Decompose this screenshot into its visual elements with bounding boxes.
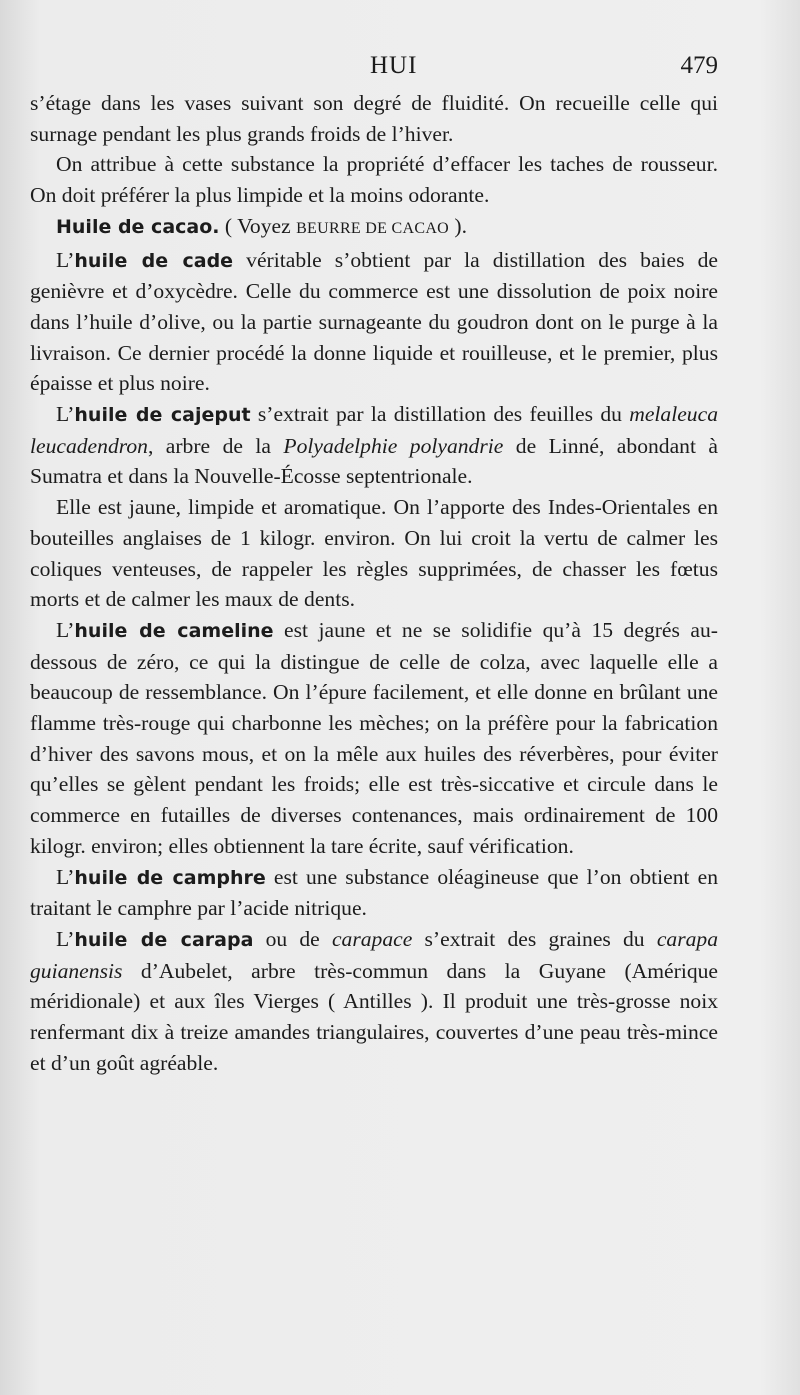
italic-term: carapa guianensis: [30, 926, 718, 983]
italic-term: Polyadelphie polyandrie: [283, 433, 504, 458]
entry-huile-de-cameline: [30, 615, 718, 862]
paragraph: [30, 88, 718, 149]
entry-headword: huile de cameline: [74, 619, 274, 642]
text-run: L’: [56, 926, 75, 951]
text-run: ou de: [253, 926, 332, 951]
entry-headword: Huile de cacao.: [56, 215, 220, 238]
text-run: L’: [56, 864, 75, 889]
text-run: , arbre de la: [147, 433, 284, 458]
page-number: 479: [680, 52, 718, 79]
cross-reference: BEURRE DE CACAO: [296, 219, 450, 237]
italic-term: carapace: [331, 926, 413, 951]
paragraph: [30, 149, 718, 210]
text-run: est jaune et ne se solidifie qu’à 15 degrés au-dessous de zéro, ce qui la distingue de celle de colza, avec laquelle elle a beaucoup de ressemblance. On l’épure facilement, et elle donne en brûlant une flamme très-rouge qui charbonne les mèches; on la préfère pour la fabrication d’hiver des savons mous, et on la mêle aux huiles des réverbères, pour éviter qu’elles se gèlent pendant les froids; elle est très-siccative et circule dans le commerce en futailles de diverses contenances, mais ordinairement de 100 kilogr. environ; elles obtiennent la tare écrite, sauf vérification.: [30, 617, 718, 858]
italic-term: melaleuca leucadendron: [30, 402, 718, 458]
text-run: Elle est jaune, limpide et aromatique. On l’apporte des Indes-Orientales en bouteilles anglaises de 1 kilogr. environ. On lui croit la vertu de calmer les coliques venteuses, de rappeler les règles supprimées, de chasser les fœtus morts et de calmer les maux de dents.: [30, 495, 718, 612]
entry-headword: huile de cade: [74, 249, 234, 272]
text-run: est une substance oléagineuse que l’on obtient en traitant le camphre par l’acide nitrique.: [30, 864, 719, 921]
text-run: s’extrait par la distillation des feuilles du: [250, 402, 630, 427]
running-header: [32, 52, 718, 84]
text-run: ).: [449, 213, 468, 238]
text-run: d’Aubelet, arbre très-commun dans la Guyane (Amérique méridionale) et aux îles Vierges ( Antilles ). Il produit une très-grosse noix renfermant dix à treize amandes triangulaires, couvertes d’une peau très-mince et d’un goût agréable.: [30, 958, 718, 1075]
text-run: L’: [56, 617, 75, 642]
entry-huile-de-camphre: [30, 862, 718, 924]
text-run: On attribue à cette substance la propriété d’effacer les taches de rousseur. On doit préférer la plus limpide et la moins odorante.: [30, 152, 718, 208]
text-run: véritable s’obtient par la distillation des baies de genièvre et d’oxycèdre. Celle du commerce est une dissolution de poix noire dans l’huile d’olive, ou la partie surnageante du goudron dont on le purge à la livraison. Ce dernier procédé la donne liquide et rouilleuse, et le premier, plus épaisse et plus noire.: [30, 247, 718, 396]
entry-headword: huile de cajeput: [74, 404, 251, 427]
entry-huile-de-cacao: [30, 211, 718, 245]
text-run: s’extrait des graines du: [412, 926, 657, 951]
entry-headword: huile de camphre: [74, 866, 266, 889]
entry-headword: huile de carapa: [74, 928, 254, 951]
entry-huile-de-carapa: [30, 924, 718, 1079]
text-run: L’: [56, 402, 75, 427]
entry-huile-de-cajeput: [30, 399, 718, 492]
text-run: L’: [56, 247, 75, 272]
running-title: HUI: [370, 52, 418, 79]
text-run: ( Voyez: [219, 213, 297, 238]
body-text: [30, 88, 718, 1079]
paragraph: [30, 492, 718, 615]
text-run: de Linné, abondant à Sumatra et dans la Nouvelle-Écosse septentrionale.: [30, 433, 718, 489]
entry-huile-de-cade: [30, 245, 718, 400]
text-run: s’étage dans les vases suivant son degré de fluidité. On recueille celle qui surnage pendant les plus grands froids de l’hiver.: [30, 91, 718, 146]
